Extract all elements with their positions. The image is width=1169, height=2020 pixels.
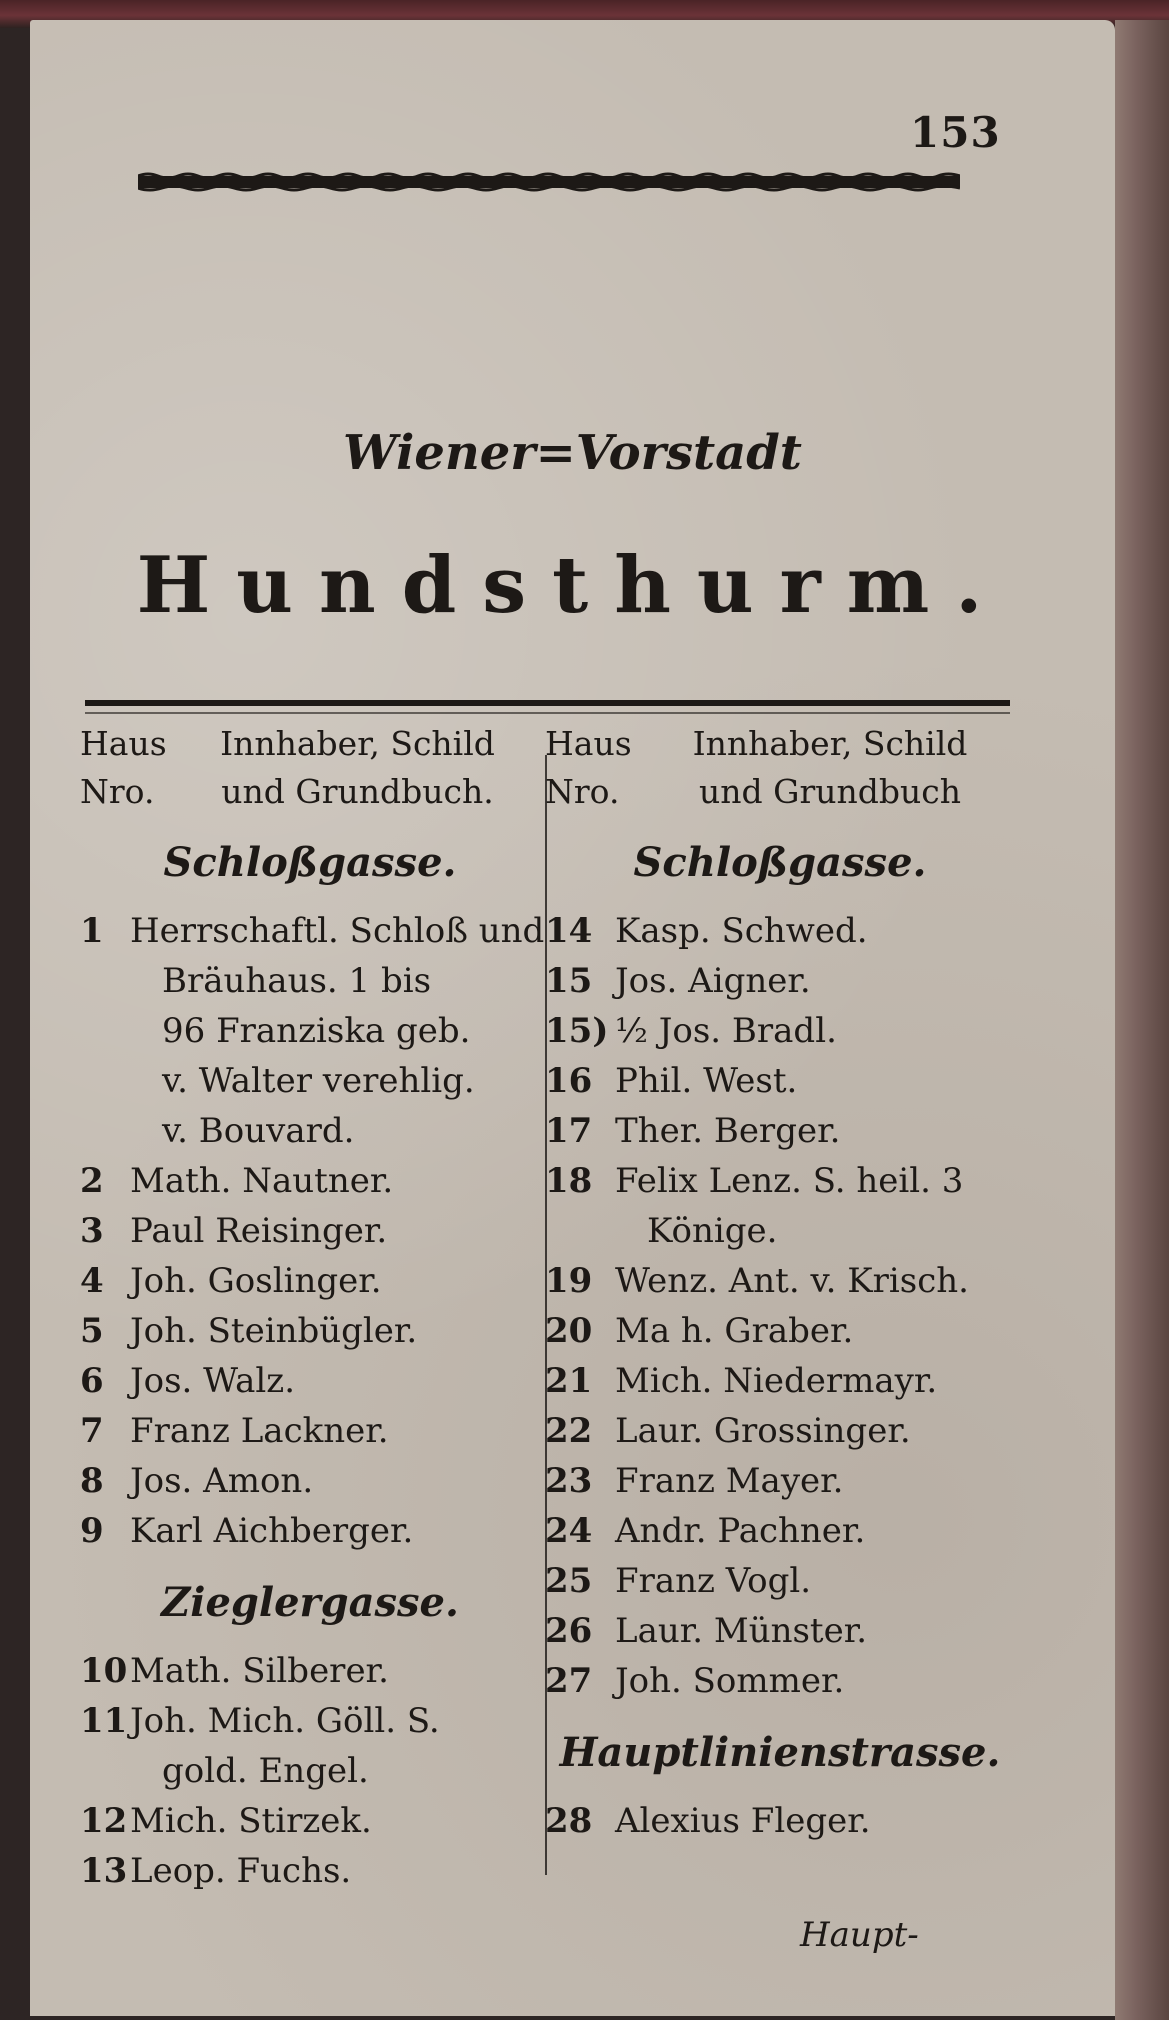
house-number: 25 <box>545 1561 593 1601</box>
owner-name: Jos. Walz. <box>130 1361 296 1401</box>
owner-name: Leop. Fuchs. <box>130 1851 352 1891</box>
owner-name: Mich. Stirzek. <box>130 1801 372 1841</box>
list-item <box>545 1796 1015 1846</box>
house-number: 10 <box>80 1651 128 1691</box>
owner-name: Mich. Niedermayr. <box>615 1361 938 1401</box>
list-item <box>80 1356 540 1406</box>
list-item <box>80 1256 540 1306</box>
house-number: 9 <box>80 1511 104 1551</box>
owner-name: Jos. Amon. <box>130 1461 314 1501</box>
column-header-row-1 <box>80 720 540 768</box>
header-innhaber-schild: Innhaber, Schild <box>692 724 968 763</box>
ornament-rule <box>138 172 960 192</box>
list-item <box>545 1056 1015 1106</box>
owner-name: Joh. Steinbügler. <box>130 1311 418 1351</box>
list-item-continued <box>80 1006 540 1056</box>
house-number: 24 <box>545 1511 593 1551</box>
owner-name: Ther. Berger. <box>615 1111 841 1151</box>
list-item <box>545 1106 1015 1156</box>
house-number: 12 <box>80 1801 128 1841</box>
list-item <box>80 1206 540 1256</box>
header-innhaber-schild: Innhaber, Schild <box>220 724 495 763</box>
list-item <box>545 1656 1015 1706</box>
owner-name: Andr. Pachner. <box>615 1511 866 1551</box>
house-number: 2 <box>80 1161 104 1201</box>
right-column <box>545 720 1015 1846</box>
list-item <box>80 1796 540 1846</box>
owner-name: Joh. Mich. Göll. S. <box>130 1701 440 1741</box>
list-item-continued <box>80 956 540 1006</box>
list-item <box>80 1506 540 1556</box>
column-header-row-2 <box>80 768 540 816</box>
list-item-continued <box>80 1746 540 1796</box>
owner-name: Franz Vogl. <box>615 1561 812 1601</box>
house-number: 20 <box>545 1311 593 1351</box>
house-number: 3 <box>80 1211 104 1251</box>
house-number: 14 <box>545 911 593 951</box>
header-haus: Haus <box>545 724 632 763</box>
list-item <box>80 1306 540 1356</box>
list-item <box>545 1456 1015 1506</box>
house-number: 22 <box>545 1411 593 1451</box>
house-number: 8 <box>80 1461 104 1501</box>
owner-name: Kasp. Schwed. <box>615 911 868 951</box>
owner-name: Alexius Fleger. <box>615 1801 871 1841</box>
street-heading: Schloßgasse. <box>633 839 927 886</box>
owner-name: Laur. Grossinger. <box>615 1411 911 1451</box>
owner-name: Laur. Münster. <box>615 1611 868 1651</box>
house-number: 4 <box>80 1261 104 1301</box>
column-header-row-2 <box>545 768 1015 816</box>
owner-name-cont: 96 Franziska geb. <box>162 1011 471 1051</box>
owner-name: Math. Silberer. <box>130 1651 389 1691</box>
list-item <box>545 1306 1015 1356</box>
owner-name-cont: Könige. <box>647 1211 778 1251</box>
house-number: 18 <box>545 1161 593 1201</box>
owner-name: Ma h. Graber. <box>615 1311 854 1351</box>
list-item <box>80 1646 540 1696</box>
owner-name: Jos. Aigner. <box>615 961 811 1001</box>
house-number: 19 <box>545 1261 593 1301</box>
house-number: 28 <box>545 1801 593 1841</box>
street-heading: Hauptlinienstrasse. <box>559 1729 1001 1776</box>
house-number: 15) <box>545 1011 609 1051</box>
list-item <box>545 1356 1015 1406</box>
list-item <box>545 1506 1015 1556</box>
owner-name: Felix Lenz. S. heil. 3 <box>615 1161 964 1201</box>
owner-name-cont: Bräuhaus. 1 bis <box>162 961 432 1001</box>
header-und-grundbuch: und Grundbuch <box>698 772 961 811</box>
house-number: 16 <box>545 1061 593 1101</box>
owner-name: Herrschaftl. Schloß und <box>130 911 545 951</box>
list-item <box>545 1406 1015 1456</box>
house-number: 15 <box>545 961 593 1001</box>
house-number: 6 <box>80 1361 104 1401</box>
table-top-rule <box>85 700 1010 706</box>
owner-name-cont: gold. Engel. <box>162 1751 369 1791</box>
list-item <box>80 1456 540 1506</box>
owner-name: ½ Jos. Bradl. <box>615 1011 837 1051</box>
owner-name: Phil. West. <box>615 1061 798 1101</box>
book-page <box>30 20 1115 2016</box>
house-number: 13 <box>80 1851 128 1891</box>
house-number: 27 <box>545 1661 593 1701</box>
list-item <box>545 1606 1015 1656</box>
owner-name: Paul Reisinger. <box>130 1211 388 1251</box>
owner-name-cont: v. Walter verehlig. <box>162 1061 475 1101</box>
column-header-row-1 <box>545 720 1015 768</box>
house-number: 17 <box>545 1111 593 1151</box>
table-top-rule-thin <box>85 712 1010 714</box>
owner-name: Franz Lackner. <box>130 1411 389 1451</box>
list-item <box>545 1156 1015 1206</box>
left-column <box>80 720 545 1896</box>
page-number: 153 <box>910 108 1001 157</box>
header-nro: Nro. <box>545 772 620 811</box>
house-number: 5 <box>80 1311 104 1351</box>
list-item <box>545 1256 1015 1306</box>
house-number: 1 <box>80 911 104 951</box>
header-und-grundbuch: und Grundbuch. <box>221 772 494 811</box>
owner-name: Joh. Goslinger. <box>130 1261 382 1301</box>
street-heading: Schloßgasse. <box>163 839 457 886</box>
list-item <box>80 1696 540 1746</box>
list-item-continued <box>545 1206 1015 1256</box>
owner-name: Wenz. Ant. v. Krisch. <box>615 1261 969 1301</box>
owner-name: Math. Nautner. <box>130 1161 394 1201</box>
list-item-continued <box>80 1056 540 1106</box>
list-item <box>545 956 1015 1006</box>
house-number: 26 <box>545 1611 593 1651</box>
list-item <box>545 1556 1015 1606</box>
district-subtitle: Wiener=Vorstadt <box>343 425 802 481</box>
list-item <box>80 1156 540 1206</box>
owner-name: Joh. Sommer. <box>615 1661 845 1701</box>
header-haus: Haus <box>80 724 167 763</box>
house-number: 23 <box>545 1461 593 1501</box>
list-item-continued <box>80 1106 540 1156</box>
catchword: Haupt- <box>800 1915 919 1955</box>
house-number: 21 <box>545 1361 593 1401</box>
owner-name: Franz Mayer. <box>615 1461 844 1501</box>
house-number: 7 <box>80 1411 104 1451</box>
header-nro: Nro. <box>80 772 155 811</box>
list-item <box>80 1846 540 1896</box>
owner-name-cont: v. Bouvard. <box>162 1111 355 1151</box>
list-item <box>80 906 545 956</box>
district-title: Hundsthurm. <box>136 540 1009 631</box>
owner-name: Karl Aichberger. <box>130 1511 414 1551</box>
list-item <box>80 1406 540 1456</box>
street-heading: Zieglergasse. <box>161 1579 459 1626</box>
page-fore-edge <box>1115 20 1169 2020</box>
house-number: 11 <box>80 1701 128 1741</box>
list-item <box>545 1006 1015 1056</box>
list-item <box>545 906 1015 956</box>
